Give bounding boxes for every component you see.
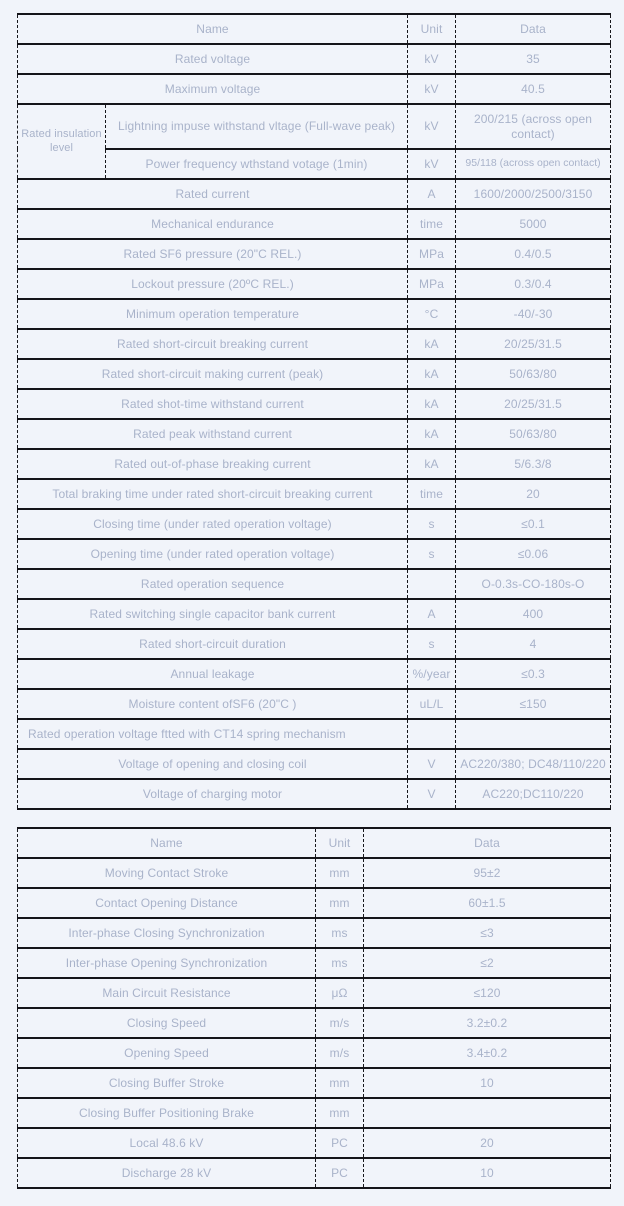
table2-header-row xyxy=(18,828,611,858)
table-row xyxy=(18,978,611,1008)
spec-unit-cell: uL/L xyxy=(408,689,456,719)
spec-unit-cell: kV xyxy=(408,104,456,149)
spec-unit-cell: s xyxy=(408,539,456,569)
spec-data-cell: ≤3 xyxy=(364,918,611,948)
spec-data-cell: 10 xyxy=(364,1068,611,1098)
spec-name-cell: Opening Speed xyxy=(18,1038,316,1068)
spec-name-cell: Rated shot-time withstand current xyxy=(18,389,408,419)
table-row xyxy=(18,239,611,269)
table-row xyxy=(18,44,611,74)
table-row xyxy=(18,1098,611,1128)
table-row xyxy=(18,749,611,779)
spec-name-cell: Rated switching single capacitor bank current xyxy=(18,599,408,629)
spec-unit-cell: kA xyxy=(408,419,456,449)
table2-header-name: Name xyxy=(18,828,316,858)
table1-header-data: Data xyxy=(456,14,611,44)
spec-name-cell: Lightning impuse withstand vltage (Full-wave peak) xyxy=(106,104,408,149)
spec-data-cell: ≤120 xyxy=(364,978,611,1008)
spec-data-cell: 3.2±0.2 xyxy=(364,1008,611,1038)
spec-unit-cell xyxy=(408,569,456,599)
spec-unit-cell: A xyxy=(408,599,456,629)
spec-name-cell: Inter-phase Closing Synchronization xyxy=(18,918,316,948)
spec-data-cell: O-0.3s-CO-180s-O xyxy=(456,569,611,599)
spec-data-cell: 10 xyxy=(364,1158,611,1188)
table-row xyxy=(18,1158,611,1188)
spec-name-cell: Maximum voltage xyxy=(18,74,408,104)
table-row xyxy=(18,269,611,299)
table-row xyxy=(18,948,611,978)
table-row xyxy=(18,659,611,689)
table1-header-name: Name xyxy=(18,14,408,44)
spec-data-cell: 1600/2000/2500/3150 xyxy=(456,179,611,209)
spec-unit-cell: MPa xyxy=(408,269,456,299)
spec-unit-cell: μΩ xyxy=(316,978,364,1008)
spec-data-cell: 95/118 (across open contact) xyxy=(456,149,611,179)
spec-data-cell: 400 xyxy=(456,599,611,629)
spec-unit-cell: V xyxy=(408,749,456,779)
table-row xyxy=(18,479,611,509)
spec-name-cell: Local 48.6 kV xyxy=(18,1128,316,1158)
spec-unit-cell: PC xyxy=(316,1158,364,1188)
table-row xyxy=(18,419,611,449)
spec-data-cell: ≤150 xyxy=(456,689,611,719)
spec-name-cell: Closing Buffer Positioning Brake xyxy=(18,1098,316,1128)
table-row xyxy=(18,509,611,539)
table2-header-unit: Unit xyxy=(316,828,364,858)
spec-name-cell: Rated short-circuit duration xyxy=(18,629,408,659)
spec-name-cell: Rated current xyxy=(18,179,408,209)
spec-data-cell: 60±1.5 xyxy=(364,888,611,918)
spec-unit-cell: A xyxy=(408,179,456,209)
spec-unit-cell: kV xyxy=(408,44,456,74)
spec-name-cell: Rated SF6 pressure (20"C REL.) xyxy=(18,239,408,269)
table-row xyxy=(18,689,611,719)
spec-data-cell: 20/25/31.5 xyxy=(456,389,611,419)
spec-data-cell: AC220;DC110/220 xyxy=(456,779,611,809)
table-row xyxy=(18,719,611,749)
spec-data-cell: 200/215 (across open contact) xyxy=(456,104,611,149)
spec-unit-cell: MPa xyxy=(408,239,456,269)
spec-unit-cell: m/s xyxy=(316,1038,364,1068)
spec-unit-cell: mm xyxy=(316,858,364,888)
spec-unit-cell: kA xyxy=(408,359,456,389)
table-row xyxy=(18,569,611,599)
spec-name-cell: Discharge 28 kV xyxy=(18,1158,316,1188)
primary-spec-table xyxy=(17,13,611,810)
spec-name-cell: Mechanical endurance xyxy=(18,209,408,239)
spec-name-cell: Rated voltage xyxy=(18,44,408,74)
spec-unit-cell: s xyxy=(408,629,456,659)
spec-unit-cell: s xyxy=(408,509,456,539)
table-row xyxy=(18,629,611,659)
spec-unit-cell: °C xyxy=(408,299,456,329)
spec-name-cell: Rated short-circuit making current (peak) xyxy=(18,359,408,389)
table-row xyxy=(18,779,611,809)
spec-data-cell: ≤0.1 xyxy=(456,509,611,539)
insulation-group-cell: Rated insulation level xyxy=(18,104,106,179)
table1-header-row xyxy=(18,14,611,44)
spec-data-cell: 3.4±0.2 xyxy=(364,1038,611,1068)
spec-data-cell: 0.4/0.5 xyxy=(456,239,611,269)
table-row xyxy=(18,539,611,569)
table-row xyxy=(18,179,611,209)
spec-name-cell: Lockout pressure (20ºC REL.) xyxy=(18,269,408,299)
spec-unit-cell: kA xyxy=(408,329,456,359)
spec-data-cell: ≤0.06 xyxy=(456,539,611,569)
spec-data-cell: 20/25/31.5 xyxy=(456,329,611,359)
spec-unit-cell: mm xyxy=(316,888,364,918)
table-row xyxy=(18,299,611,329)
spec-data-cell: 95±2 xyxy=(364,858,611,888)
spec-name-cell: Rated out-of-phase breaking current xyxy=(18,449,408,479)
table-row xyxy=(18,918,611,948)
spec-name-cell: Rated operation sequence xyxy=(18,569,408,599)
spec-unit-cell: time xyxy=(408,209,456,239)
spec-data-cell: 50/63/80 xyxy=(456,419,611,449)
spec-unit-cell: kA xyxy=(408,389,456,419)
spec-name-cell: Rated short-circuit breaking current xyxy=(18,329,408,359)
table-row xyxy=(18,888,611,918)
spec-name-cell: Annual leakage xyxy=(18,659,408,689)
spec-data-cell: 20 xyxy=(456,479,611,509)
table-row xyxy=(18,858,611,888)
spec-unit-cell: %/year xyxy=(408,659,456,689)
table1-header-unit: Unit xyxy=(408,14,456,44)
spec-data-cell: 40.5 xyxy=(456,74,611,104)
spec-data-cell: 4 xyxy=(456,629,611,659)
table-row xyxy=(18,104,611,149)
spec-name-cell: Moisture content ofSF6 (20"C ) xyxy=(18,689,408,719)
spec-data-cell xyxy=(456,719,611,749)
spec-name-cell: Closing Buffer Stroke xyxy=(18,1068,316,1098)
spec-name-cell: Power frequency wthstand votage (1min) xyxy=(106,149,408,179)
spec-unit-cell: mm xyxy=(316,1068,364,1098)
spec-unit-cell: m/s xyxy=(316,1008,364,1038)
table-row xyxy=(18,359,611,389)
spec-name-cell: Rated peak withstand current xyxy=(18,419,408,449)
mechanical-spec-table xyxy=(17,827,611,1189)
spec-data-cell: AC220/380; DC48/110/220 xyxy=(456,749,611,779)
table-row xyxy=(18,209,611,239)
table-row xyxy=(18,1128,611,1158)
spec-data-cell: 5000 xyxy=(456,209,611,239)
spec-data-cell: 0.3/0.4 xyxy=(456,269,611,299)
spec-name-cell: Minimum operation temperature xyxy=(18,299,408,329)
spec-name-cell: Closing time (under rated operation voltage) xyxy=(18,509,408,539)
spec-data-cell: 20 xyxy=(364,1128,611,1158)
spec-unit-cell: ms xyxy=(316,948,364,978)
spec-name-cell: Opening time (under rated operation voltage) xyxy=(18,539,408,569)
spec-name-cell: Voltage of opening and closing coil xyxy=(18,749,408,779)
spec-data-cell: 5/6.3/8 xyxy=(456,449,611,479)
spec-name-cell: Contact Opening Distance xyxy=(18,888,316,918)
spec-data-cell: 50/63/80 xyxy=(456,359,611,389)
spec-unit-cell: mm xyxy=(316,1098,364,1128)
table2-header-data: Data xyxy=(364,828,611,858)
spec-unit-cell: kV xyxy=(408,149,456,179)
spec-unit-cell: time xyxy=(408,479,456,509)
spec-unit-cell: ms xyxy=(316,918,364,948)
spec-name-cell: Voltage of charging motor xyxy=(18,779,408,809)
spec-name-cell: Rated operation voltage ftted with CT14 spring mechanism xyxy=(18,719,408,749)
spec-data-cell: ≤2 xyxy=(364,948,611,978)
spec-data-cell: ≤0.3 xyxy=(456,659,611,689)
spec-unit-cell: V xyxy=(408,779,456,809)
spec-unit-cell: kV xyxy=(408,74,456,104)
spec-name-cell: Total braking time under rated short-circuit breaking current xyxy=(18,479,408,509)
table-row xyxy=(18,449,611,479)
spec-name-cell: Closing Speed xyxy=(18,1008,316,1038)
table-row xyxy=(18,329,611,359)
spec-unit-cell xyxy=(408,719,456,749)
spec-name-cell: Inter-phase Opening Synchronization xyxy=(18,948,316,978)
spec-data-cell xyxy=(364,1098,611,1128)
table-row xyxy=(18,1008,611,1038)
table-row xyxy=(18,1068,611,1098)
table-row xyxy=(18,599,611,629)
spec-name-cell: Main Circuit Resistance xyxy=(18,978,316,1008)
spec-data-cell: -40/-30 xyxy=(456,299,611,329)
spec-name-cell: Moving Contact Stroke xyxy=(18,858,316,888)
spec-unit-cell: PC xyxy=(316,1128,364,1158)
table-row xyxy=(18,1038,611,1068)
spec-data-cell: 35 xyxy=(456,44,611,74)
spec-unit-cell: kA xyxy=(408,449,456,479)
table-row xyxy=(18,149,611,179)
table-row xyxy=(18,74,611,104)
table-row xyxy=(18,389,611,419)
